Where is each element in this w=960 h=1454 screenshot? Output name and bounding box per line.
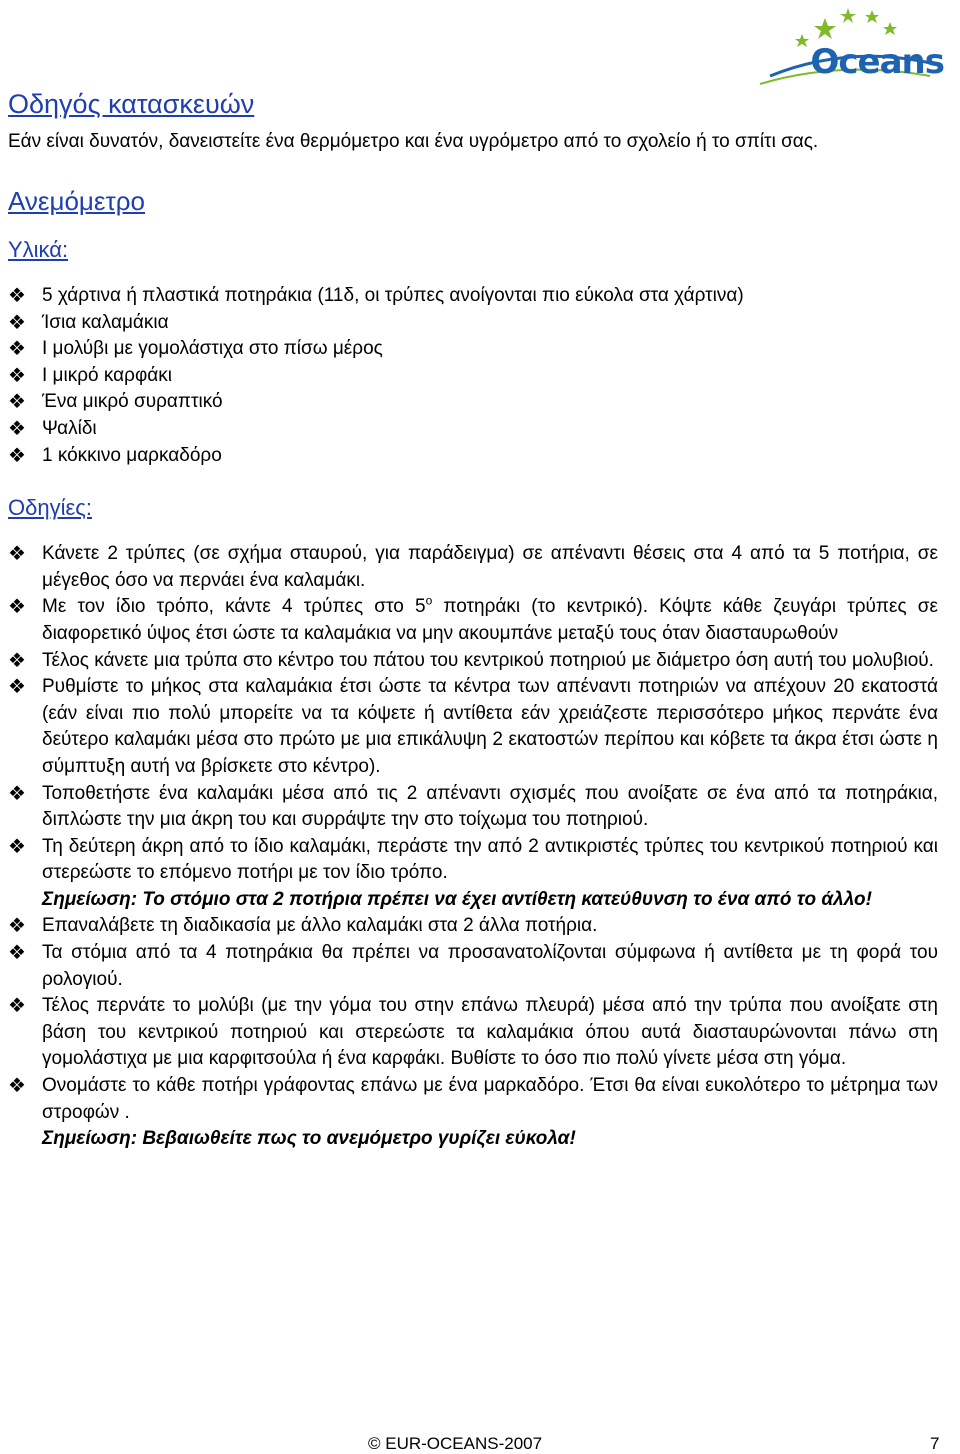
intro-paragraph: Εάν είναι δυνατόν, δανειστείτε ένα θερμόμετρο και ένα υγρόμετρο από το σχολείο ή το σπίτι σας. [8, 131, 819, 152]
list-item: ❖ Ρυθμίστε το μήκος στα καλαμάκια έτσι ώστε τα κέντρα των απέναντι ποτηριών να απέχουν 20 εκατοστά (εάν είναι πιο πολύ μπορείτε να τα κόψετε ή αντίθετα εάν χρειάζεστε περισσότερο μήκος περνάτε ένα δεύτερο καλαμάκι μέσα στο πρώτο με μια επικάλυψη 2 εκατοστών περίπου και κόβετε τα άκρα έτσι ώστε η σύμπτυξη αυτή να βρίσκετε στο κέντρο). [8, 676, 938, 777]
diamond-bullet-icon: ❖ [8, 364, 26, 387]
list-item: ❖ Ι μολύβι με γομολάστιχα στο πίσω μέρος [8, 336, 938, 363]
list-item: ❖ Τη δεύτερη άκρη από το ίδιο καλαμάκι, περάστε την από 2 αντικριστές τρύπες του κεντρικού ποτηριού και στερεώστε το επόμενο ποτήρι με τον ίδιο τρόπο. Σημείωση: Το στόμιο στα 2 ποτήρια πρέπει να έχει αντίθετη κατεύθυνση το ένα από το άλλο! [8, 835, 938, 910]
list-item: ❖ Τέλος κάνετε μια τρύπα στο κέντρο του πάτου του κεντρικού ποτηριού με διάμετρο όση αυτή του μολυβιού. [8, 648, 938, 675]
list-item: ❖ Ψαλίδι [8, 416, 938, 443]
note-text: Σημείωση: Βεβαιωθείτε πως το ανεμόμετρο γυρίζει εύκολα! [42, 1128, 576, 1150]
diamond-bullet-icon: ❖ [8, 942, 26, 965]
list-item: ❖ 1 κόκκινο μαρκαδόρο [8, 443, 938, 470]
copyright-text: © EUR-OCEANS-2007 [368, 1434, 543, 1453]
diamond-bullet-icon: ❖ [8, 311, 26, 334]
list-item: ❖ Τέλος περνάτε το μολύβι (με την γόμα του στην επάνω πλευρά) μέσα από την τρύπα που ανοίξατε στη βάση του κεντρικού ποτηριού και στερεώστε τα καλαμάκια όπου αυτά διασταυρώνονται πάνω στη γομολάστιχα με μια καρφιτσούλα ή ένα καρφάκι. Βυθίστε το όσο πιο πολύ γίνετε μέσα στη γόμα. [8, 995, 938, 1070]
list-item: ❖ Ι μικρό καρφάκι [8, 363, 938, 390]
list-item: ❖ Τα στόμια από τα 4 ποτηράκια θα πρέπει να προσανατολίζονται σύμφωνα ή αντίθετα με τη φορά του ρολογιού. [8, 942, 938, 990]
section-title: Ανεμόμετρο [8, 186, 145, 216]
list-item: ❖ Τοποθετήστε ένα καλαμάκι μέσα από τις 2 απέναντι σχισμές που ανοίξατε σε ένα από τα ποτηράκια, διπλώστε την μια άκρη του και συρράψτε την στο τοίχωμα του ποτηριού. [8, 782, 938, 831]
list-item: ❖ 5 χάρτινα ή πλαστικά ποτηράκια (11δ, οι τρύπες ανοίγονται πιο εύκολα στα χάρτινα) [8, 283, 938, 310]
diamond-bullet-icon: ❖ [8, 391, 26, 414]
diamond-bullet-icon: ❖ [8, 338, 26, 361]
diamond-bullet-icon: ❖ [8, 285, 26, 307]
instructions-list [8, 541, 938, 1153]
list-item: ❖ Με τον ίδιο τρόπο, κάντε 4 τρύπες στο $5^o$ ποτηράκι (το κεντρικό). Κόψτε κάθε ζευγάρι τρύπες σε διαφορετικό ύψος έτσι ώστε τα καλαμάκια να μην ακουμπάνε μεταξύ τους όταν διασταυρωθούν [8, 594, 938, 644]
diamond-bullet-icon: ❖ [8, 995, 26, 1018]
list-item: ❖ Κάνετε 2 τρύπες (σε σχήμα σταυρού, για παράδειγμα) σε απέναντι θέσεις στα 4 από τα 5 ποτήρια, σε μέγεθος όσο να περνάει ένα καλαμάκι. [8, 543, 938, 591]
main-content [8, 86, 938, 1153]
instructions-heading: Οδηγίες: [8, 495, 93, 521]
diamond-bullet-icon: ❖ [8, 1075, 26, 1098]
diamond-bullet-icon: ❖ [8, 915, 26, 938]
diamond-bullet-icon: ❖ [8, 596, 26, 619]
list-item: ❖ Επαναλάβετε τη διαδικασία με άλλο καλαμάκι στα 2 άλλα ποτήρια. [8, 913, 938, 940]
note-text: Σημείωση: Το στόμιο στα 2 ποτήρια πρέπει να έχει αντίθετη κατεύθυνση το ένα από το άλλο! [42, 888, 872, 910]
diamond-bullet-icon: ❖ [8, 649, 26, 672]
eur-oceans-logo [730, 4, 950, 88]
materials-list [8, 283, 938, 469]
diamond-bullet-icon: ❖ [8, 543, 26, 566]
diamond-bullet-icon: ❖ [8, 676, 26, 699]
diamond-bullet-icon: ❖ [8, 782, 26, 805]
diamond-bullet-icon: ❖ [8, 835, 26, 858]
list-item: ❖ Ένα μικρό συραπτικό [8, 389, 938, 416]
page-title: Οδηγός κατασκευών [8, 89, 255, 119]
diamond-bullet-icon: ❖ [8, 417, 26, 440]
list-item: ❖ Ίσια καλαμάκια [8, 310, 938, 337]
diamond-bullet-icon: ❖ [8, 444, 26, 467]
logo-wordmark: Oceans [810, 42, 944, 82]
list-item: ❖ Ονομάστε το κάθε ποτήρι γράφοντας επάνω με ένα μαρκαδόρο. Έτσι θα είναι ευκολότερο το μέτρημα των στροφών . Σημείωση: Βεβαιωθείτε πως το ανεμόμετρο γυρίζει εύκολα! [8, 1075, 938, 1150]
page-number: 7 [930, 1434, 940, 1453]
materials-heading: Υλικά: [8, 237, 69, 262]
